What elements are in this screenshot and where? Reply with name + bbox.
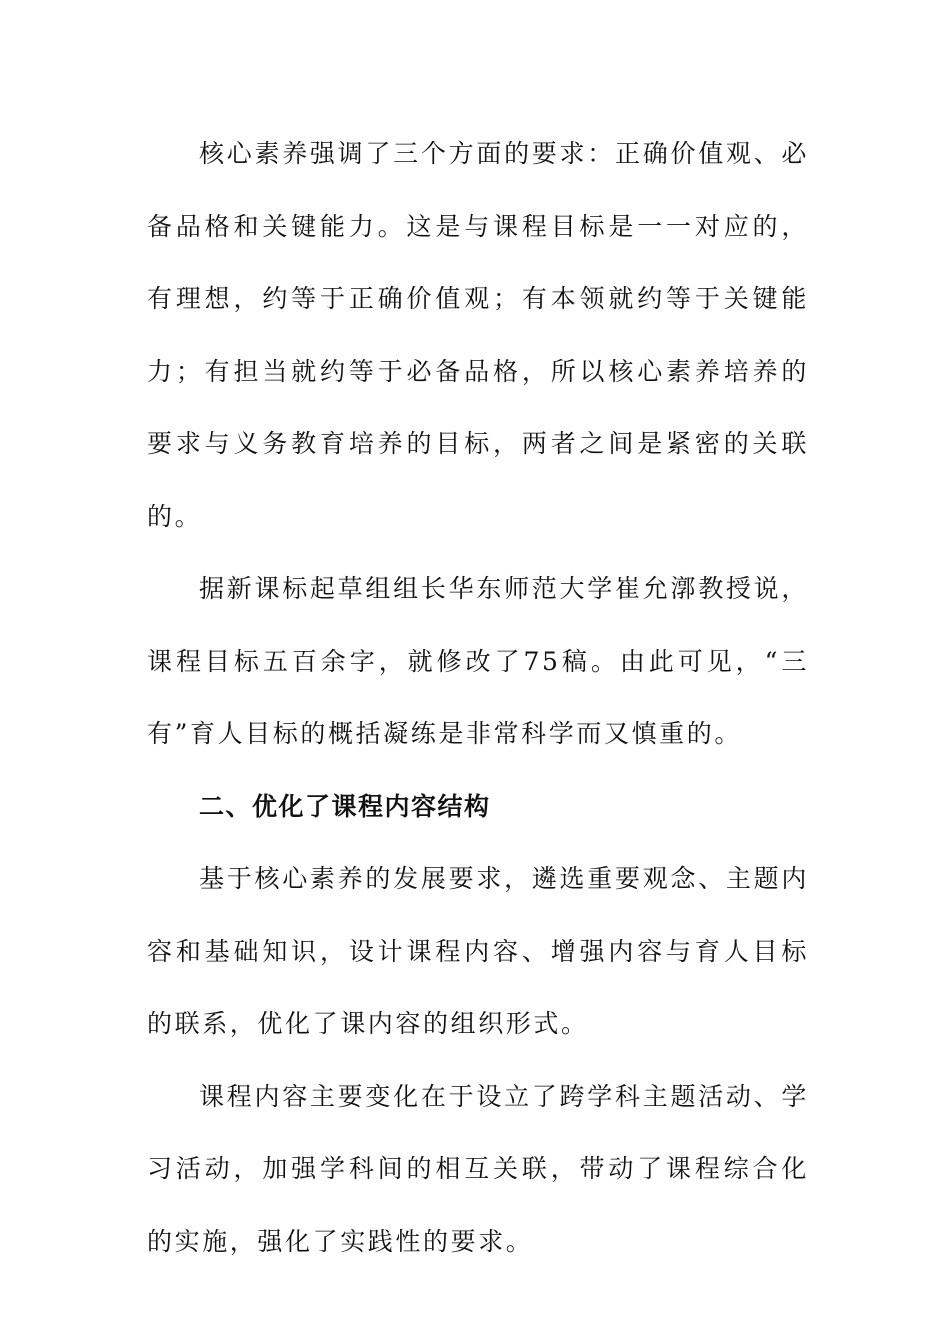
paragraph-content-changes: 课程内容主要变化在于设立了跨学科主题活动、学习活动，加强学科间的相互关联，带动了课程综合化的实施，强化了实践性的要求。 (147, 1081, 809, 1256)
paragraph-core-literacy: 核心素养强调了三个方面的要求：正确价值观、必备品格和关键能力。这是与课程目标是一一对应的，有理想，约等于正确价值观；有本领就约等于关键能力；有担当就约等于必备品格，所以核心素养培养的要求与义务教育培养的目标，两者之间是紧密的关联的。 (147, 139, 809, 531)
paragraph-curriculum-goals: 据新课标起草组组长华东师范大学崔允漷教授说，课程目标五百余字，就修改了75稿。由此可见，“三有”育人目标的概括凝练是非常科学而又慎重的。 (147, 574, 809, 748)
paragraph-content-selection: 基于核心素养的发展要求，遴选重要观念、主题内容和基础知识，设计课程内容、增强内容与育人目标的联系，优化了课内容的组织形式。 (147, 864, 809, 1038)
section-heading: 二、优化了课程内容结构 (199, 791, 491, 821)
document-body (147, 118, 809, 1278)
